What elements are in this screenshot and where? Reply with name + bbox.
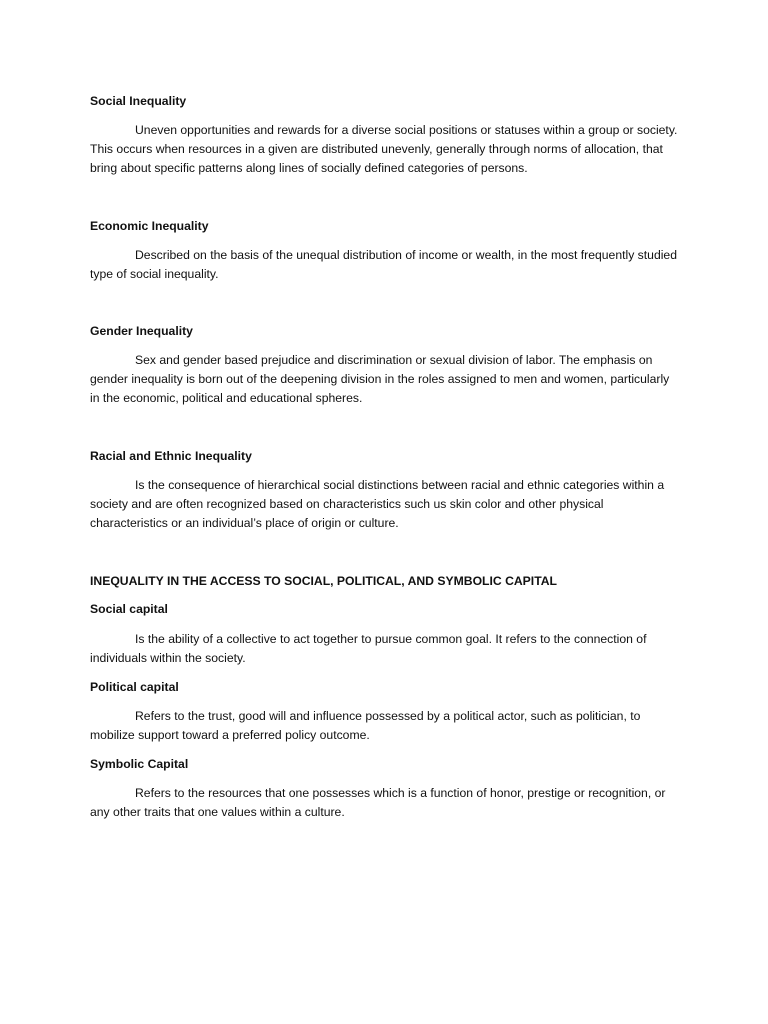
paragraph-symbolic-capital: Refers to the resources that one possesses which is a function of honor, prestige or recognition, or any other traits that one values within a culture.	[90, 786, 666, 819]
heading-racial-ethnic-inequality: Racial and Ethnic Inequality	[90, 449, 252, 463]
paragraph-gender-inequality: Sex and gender based prejudice and discrimination or sexual division of labor. The emphasis on gender inequality is born out of the deepening division in the roles assigned to men and women, particularly in the economic, political and educational spheres.	[90, 353, 670, 405]
capital-section-title: INEQUALITY IN THE ACCESS TO SOCIAL, POLITICAL, AND SYMBOLIC CAPITAL	[90, 574, 557, 588]
heading-gender-inequality: Gender Inequality	[90, 324, 193, 338]
heading-economic-inequality: Economic Inequality	[90, 219, 209, 233]
paragraph-social-capital: Is the ability of a collective to act together to pursue common goal. It refers to the connection of individuals within the society.	[90, 632, 647, 665]
paragraph-racial-ethnic-inequality: Is the consequence of hierarchical social distinctions between racial and ethnic categories within a society and are often recognized based on characteristics such us skin color and other physical characteristics or an individual’s place of origin or culture.	[90, 478, 665, 530]
paragraph-social-inequality: Uneven opportunities and rewards for a diverse social positions or statuses within a group or society. This occurs when resources in a given are distributed unevenly, generally through norms of allocation, that bring about specific patterns along lines of socially defined categories of persons.	[90, 123, 678, 175]
paragraph-economic-inequality: Described on the basis of the unequal distribution of income or wealth, in the most frequently studied type of social inequality.	[90, 248, 677, 281]
heading-social-capital: Social capital	[90, 602, 168, 616]
heading-political-capital: Political capital	[90, 680, 179, 694]
paragraph-political-capital: Refers to the trust, good will and influence possessed by a political actor, such as politician, to mobilize support toward a preferred policy outcome.	[90, 709, 641, 742]
heading-symbolic-capital: Symbolic Capital	[90, 757, 189, 771]
heading-social-inequality: Social Inequality	[90, 94, 187, 108]
